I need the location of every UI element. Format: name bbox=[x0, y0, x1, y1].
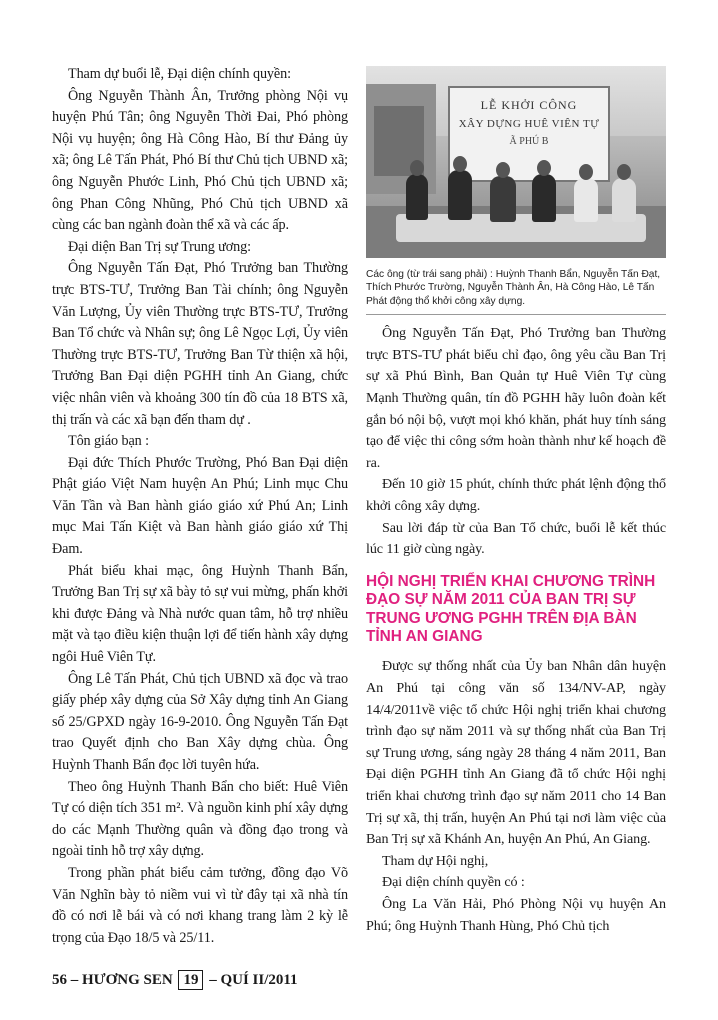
person-figure bbox=[612, 178, 636, 222]
paragraph: Đến 10 giờ 15 phút, chính thức phát lệnh động thổ khởi công xây dựng. bbox=[366, 476, 666, 514]
ceremony-photo bbox=[366, 66, 666, 258]
person-figure bbox=[406, 174, 428, 220]
photo-caption: Các ông (từ trái sang phải) : Huỳnh Thanh Bẩn, Nguyễn Tấn Đạt, Thích Phước Trường, Nguyễn Thành Ân, Hà Công Hào, Lê Tấn Phát động thổ khởi công xây dựng. bbox=[366, 269, 661, 307]
person-head bbox=[579, 164, 593, 180]
banner-line: Ã PHÚ B bbox=[509, 136, 549, 147]
right-column bbox=[366, 60, 666, 937]
person-head bbox=[453, 156, 467, 172]
paragraph: Đại đức Thích Phước Trường, Phó Ban Đại diện Phật giáo Việt Nam huyện An Phú; Linh mục Chu Văn Tần và Ban hành giáo giáo xứ Phú An; Linh mục Mai Tấn Kiệt và Ban hành giáo giáo xứ Thị Đam. bbox=[52, 454, 348, 558]
person-head bbox=[617, 164, 631, 180]
person-head bbox=[410, 160, 424, 176]
person-figure bbox=[574, 178, 598, 222]
paragraph: Phát biểu khai mạc, ông Huỳnh Thanh Bẩn, Trưởng Ban Trị sự xã bày tỏ sự vui mừng, phấn khởi khi được Đảng và Nhà nước quan tâm, hỗ trợ nhiều mặt và tạo điều kiện thuận lợi để tiến hành xây dựng ngôi Huê Viên Tự. bbox=[52, 562, 348, 666]
paragraph: Theo ông Huỳnh Thanh Bẩn cho biết: Huê Viên Tự có diện tích 351 m². Và nguồn kinh phí xây dựng do các Mạnh Thường quân và đồng đạo trong và ngoài tỉnh hỗ trợ xây dựng. bbox=[52, 778, 348, 860]
footer-quarter-label: – QUÍ II/2011 bbox=[209, 972, 298, 988]
paragraph: Ông Nguyễn Tấn Đạt, Phó Trưởng ban Thường trực BTS-TƯ, Trưởng Ban Tài chính; ông Nguyễn Văn Lượng, Ủy viên Thường trực BTS-TƯ, Trưởng Ban Tổ chức và Nhân sự; ông Lê Ngọc Lợi, Ủy viên Thường trực BTS-TƯ, Trưởng Ban Từ thiện xã hội, Trưởng Ban Đại diện PGHH tỉnh An Giang, chức việc nhân viên và khoảng 300 tín đồ của 18 BTS xã, thị trấn và các xã bạn đến tham dự . bbox=[52, 260, 348, 428]
paragraph: Ông Lê Tấn Phát, Chủ tịch UBND xã đọc và trao giấy phép xây dựng của Sở Xây dựng tỉnh An Giang số 25/GPXD ngày 16-9-2010. Ông Nguyễn Tấn Đạt trao Quyết định cho Ban Xây dựng chùa. Ông Huỳnh Thanh Bẩn đọc lời tuyên hứa. bbox=[52, 670, 348, 773]
person-figure bbox=[532, 174, 556, 222]
paragraph: Trong phần phát biểu cảm tưởng, đồng đạo Võ Văn Nghĩn bày tỏ niềm vui vì từ đây tại xã nhà tín đồ có nơi lễ bái và có nơi khang trang làm 2 kỳ lễ trọng của Đạo 18/5 và 25/11. bbox=[52, 864, 348, 946]
paragraph: Tôn giáo bạn : bbox=[68, 433, 149, 450]
issue-number-box: 19 bbox=[178, 970, 203, 990]
paragraph: Tham dự buổi lễ, Đại diện chính quyền: bbox=[68, 66, 291, 82]
paragraph: Đại diện Ban Trị sự Trung ương: bbox=[68, 238, 251, 255]
person-head bbox=[537, 160, 551, 176]
person-figure bbox=[448, 170, 472, 220]
caption-divider bbox=[366, 314, 666, 315]
paragraph: Ông La Văn Hải, Phó Phòng Nội vụ huyện An Phú; ông Huỳnh Thanh Hùng, Phó Chủ tịch bbox=[366, 895, 666, 934]
left-column bbox=[52, 64, 348, 949]
banner-line: LỄ KHỞI CÔNG bbox=[480, 98, 578, 112]
paragraph: Được sự thống nhất của Ủy ban Nhân dân huyện An Phú tại công văn số 134/NV-AP, ngày 14/4/2011về việc tổ chức Hội nghị triển khai chương trình đạo sự năm 2011 và sự thống nhất của Ban Trị sự Trung ương, sáng ngày 28 tháng 4 năm 2011, Ban Đại diện PGHH tỉnh An Giang đã tổ chức Hội nghị triển khai chương trình đạo sự năm 2011 cho 14 Ban Trị sự xã, thị trấn, huyện An Phú tại nơi làm việc của Ban Trị sự xã Khánh An, huyện An Phú, An Giang. bbox=[366, 658, 666, 848]
paragraph: Ông Nguyễn Tấn Đạt, Phó Trưởng ban Thường trực BTS-TƯ phát biểu chỉ đạo, ông yêu cầu Ban Trị sự xã Phú Bình, Ban Quản tự Huê Viên Tự cùng Mạnh Thường quân, tín đồ PGHH hãy luôn đoàn kết gắn bó nội bộ, vượt mọi khó khăn, phát huy tính sáng tạo để việc thi công sớm hoàn thành như kế hoạch đề ra. bbox=[366, 325, 666, 471]
soil-trough bbox=[396, 214, 646, 242]
paragraph: Đại diện chính quyền có : bbox=[382, 874, 525, 891]
paragraph: Ông Nguyễn Thành Ân, Trưởng phòng Nội vụ huyện Phú Tân; ông Nguyễn Thời Đai, Phó phòng Nội vụ huyện; ông Hà Công Hào, Bí thư Đảng ủy xã; ông Lê Tấn Phát, Phó Bí thư Chủ tịch UBND xã; ông Nguyễn Phước Linh, Phó Chủ tịch UBND xã; ông Phan Công Nhũng, Phó Chủ tịch UBND xã cùng các ban ngành đoàn thể xã và các ấp. bbox=[52, 87, 348, 234]
person-head bbox=[496, 162, 510, 178]
page-footer bbox=[52, 970, 298, 990]
section-heading: HỘI NGHỊ TRIỂN KHAI CHƯƠNG TRÌNH ĐẠO SỰ NĂM 2011 CỦA BAN TRỊ SỰ TRUNG ƯƠNG PGHH TRÊN ĐỊA BÀN TỈNH AN GIANG bbox=[366, 572, 656, 645]
footer-page-label: 56 – HƯƠNG SEN bbox=[52, 972, 173, 988]
paragraph: Sau lời đáp từ của Ban Tổ chức, buổi lễ kết thúc lúc 11 giờ cùng ngày. bbox=[366, 519, 666, 558]
paragraph: Tham dự Hội nghị, bbox=[382, 852, 489, 869]
banner-line: XÂY DỰNG HUÊ VIÊN TỰ bbox=[458, 118, 600, 130]
person-figure bbox=[490, 176, 516, 222]
